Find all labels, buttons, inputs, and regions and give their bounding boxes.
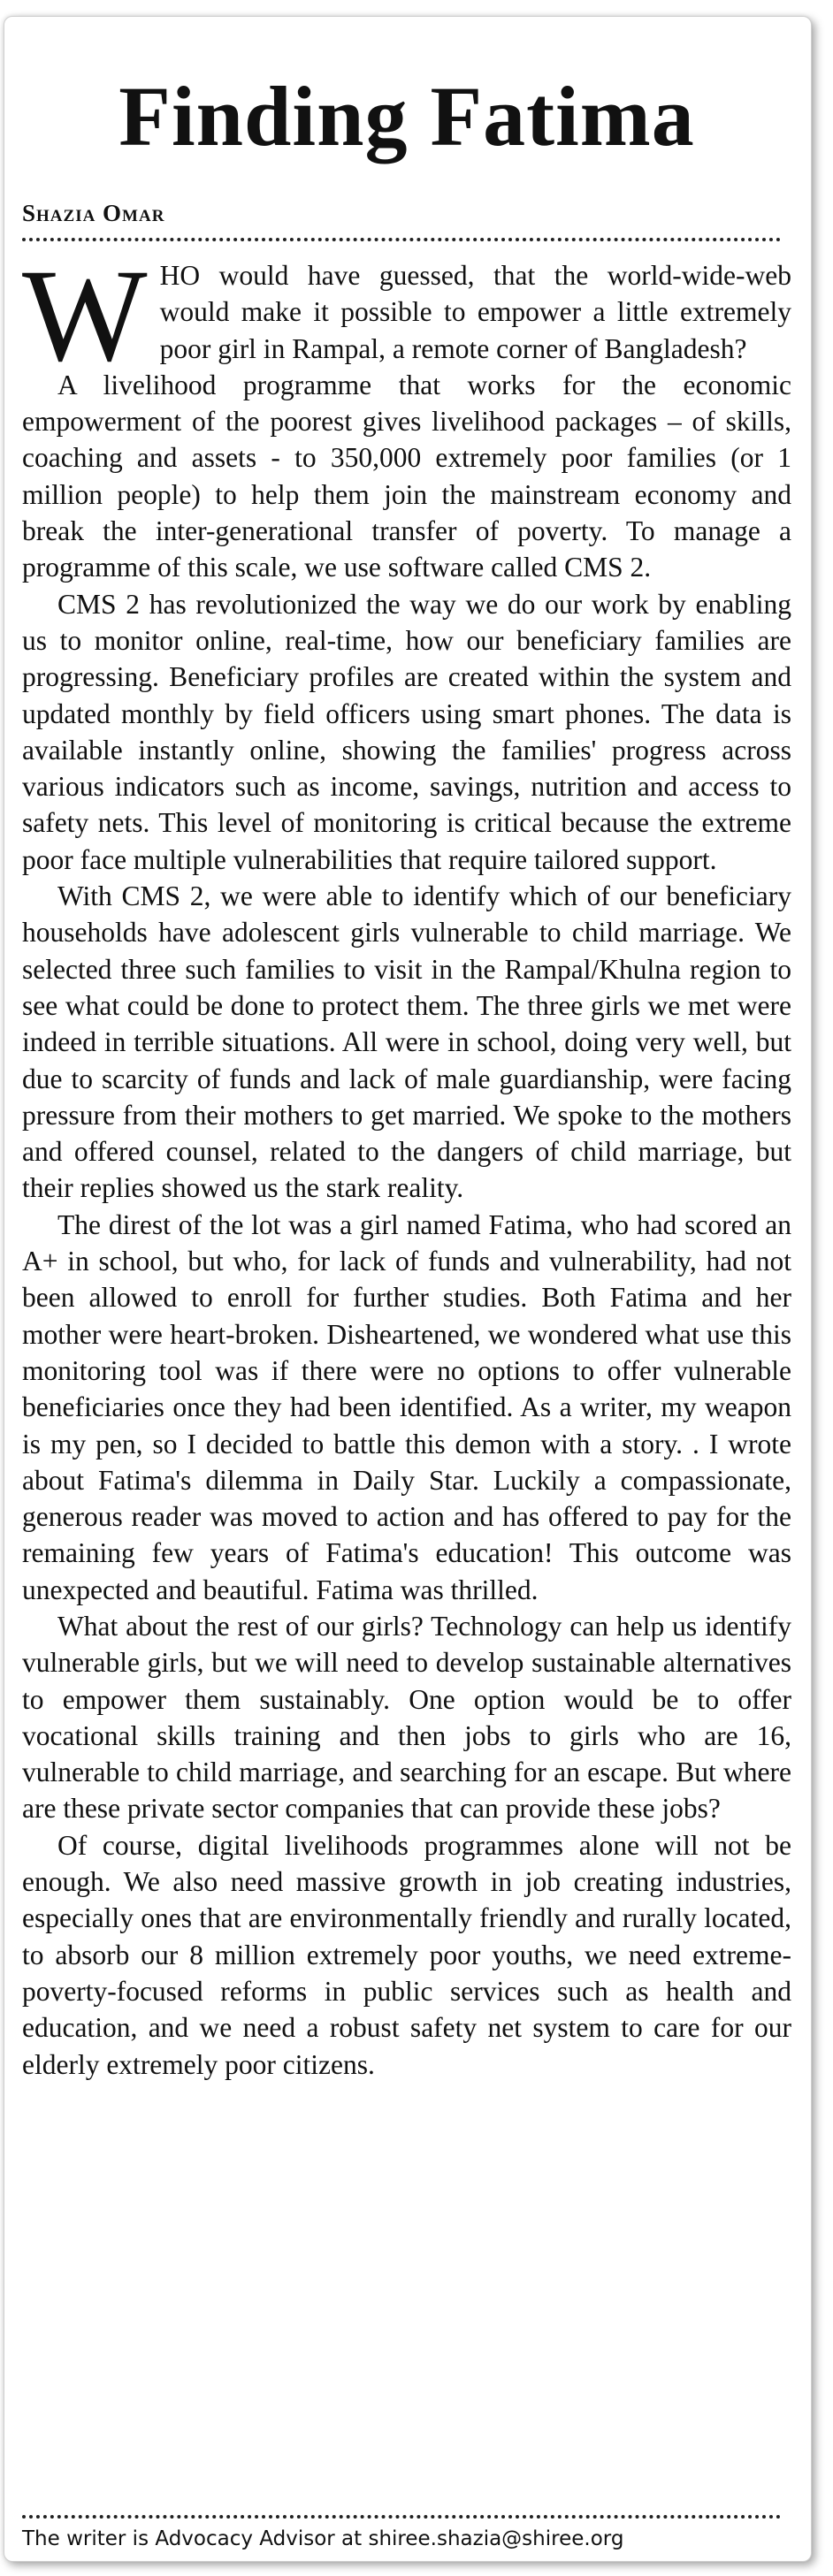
paragraph-7: Of course, digital livelihoods programmes alone will not be enough. We also need massive growth in job creating industries, especially ones that are environmentally friendly and rurally located, to absorb our 8 million extremely poor youths, we need extreme-poverty-focused reforms in public services such as health and education, and we need a robust safety net system to care for our elderly extremely poor citizens. [22, 1829, 791, 2080]
author-note: The writer is Advocacy Advisor at shiree.shazia@shiree.org [22, 2527, 624, 2550]
article-body [22, 242, 791, 2083]
paragraph-4: With CMS 2, we were able to identify which of our beneficiary households have adolescent girls vulnerable to child marriage. We selected three such families to visit in the Rampal/Khulna region to see what could be done to protect them. The three girls we met were indeed in terrible situations. All were in school, doing very well, but due to scarcity of funds and lack of male guardianship, were facing pressure from their mothers to get married. We spoke to the mothers and offered counsel, related to the dangers of child marriage, but their replies showed us the stark reality. [22, 880, 791, 1204]
paragraph-2: A livelihood programme that works for the economic empowerment of the poorest gives livelihood packages – of skills, coaching and assets - to 350,000 extremely poor families (or 1 million people) to help them join the mainstream economy and break the inter-generational transfer of poverty. To manage a programme of this scale, we use software called CMS 2. [22, 369, 791, 583]
article-title: Finding Fatima [118, 69, 695, 164]
paragraph-3: CMS 2 has revolutionized the way we do our work by enabling us to monitor online, real-time, how our beneficiary families are progressing. Beneficiary profiles are created within the system and updated monthly by field officers using smart phones. The data is available instantly online, showing the families' progress across various indicators such as income, savings, nutrition and access to safety nets. This level of monitoring is critical because the extreme poor face multiple vulnerabilities that require tailored support. [22, 588, 791, 875]
paragraph-5: The direst of the lot was a girl named Fatima, who had scored an A+ in school, but who, for lack of funds and vulnerability, had not been allowed to enroll for further studies. Both Fatima and her mother were heart-broken. Disheartened, we wondered what use this monitoring tool was if there were no options to offer vulnerable beneficiaries once they had been identified. As a writer, my weapon is my pen, so I decided to battle this demon with a story. . I wrote about Fatima's dilemma in Daily Star. Luckily a compassionate, generous reader was moved to action and has offered to pay for the remaining few years of Fatima's education! This outcome was unexpected and beautiful. Fatima was thrilled. [22, 1208, 791, 1605]
paragraph-1-text: HO would have guessed, that the world-wide-web would make it possible to empower a little extremely poor girl in Rampal, a remote corner of Bangladesh? [159, 260, 791, 364]
drop-cap: W [22, 242, 148, 389]
article-content [22, 17, 791, 2083]
paragraph-6: What about the rest of our girls? Technology can help us identify vulnerable girls, but we will need to develop sustainable alternatives to empower them sustainably. One option would be to offer vocational skills training and then jobs to girls who are 16, vulnerable to child marriage, and searching for an escape. But where are these private sector companies that can provide these jobs? [22, 1610, 791, 1825]
article-card [4, 16, 812, 2562]
top-dotted-divider [22, 238, 781, 241]
bottom-dotted-divider [22, 2515, 781, 2519]
author-byline: Shazia Omar [22, 200, 165, 226]
paragraph-1 [22, 242, 791, 389]
